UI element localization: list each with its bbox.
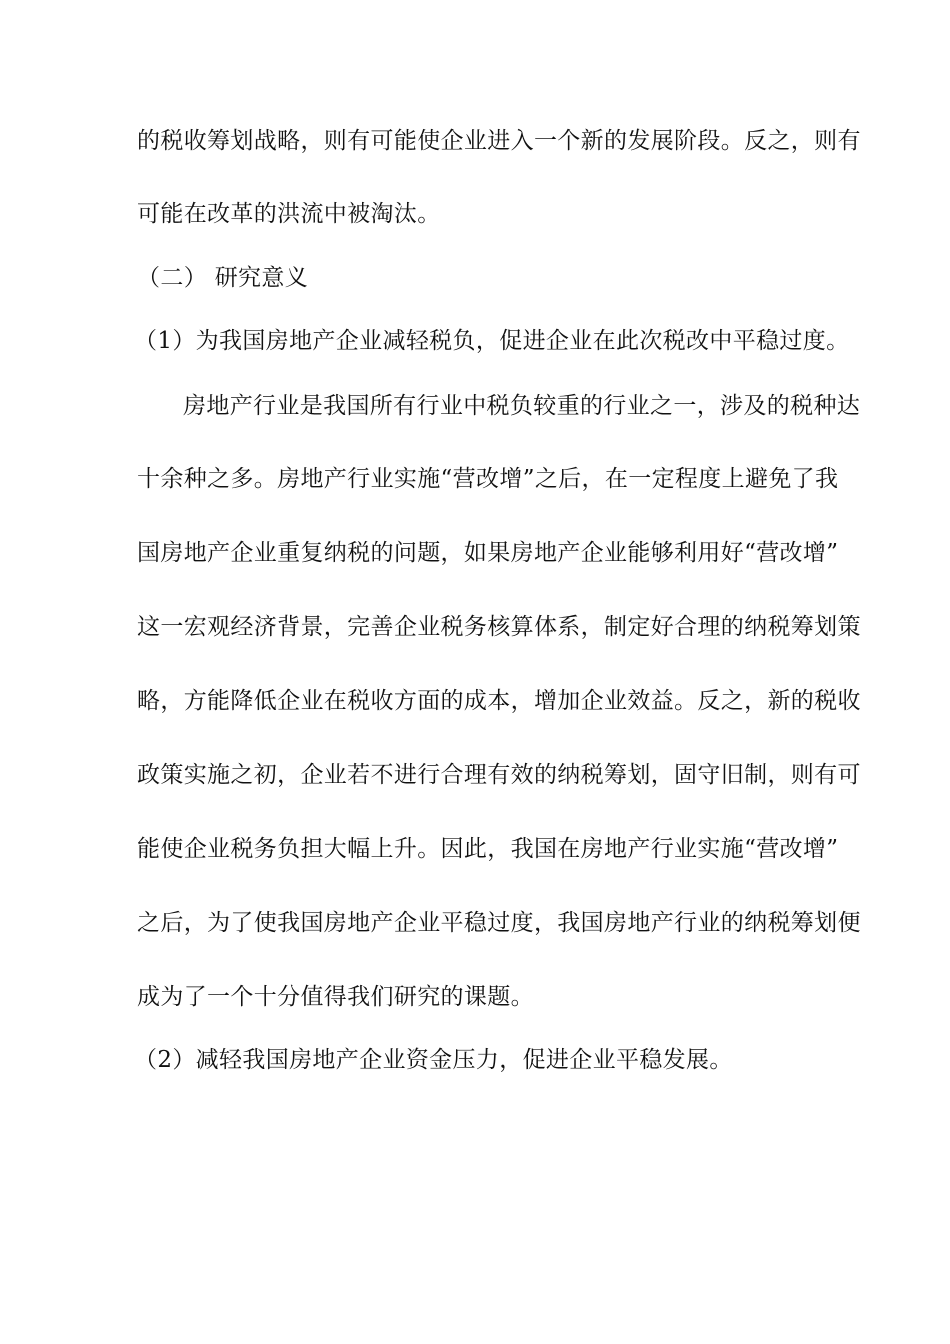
- paragraph-line: 成为了一个十分值得我们研究的课题。: [137, 984, 534, 1010]
- paragraph-line: 的税收筹划战略，则有可能使企业进入一个新的发展阶段。反之，则有: [137, 128, 861, 154]
- list-item-heading-2: （2）减轻我国房地产企业资金压力，促进企业平稳发展。: [134, 1047, 733, 1073]
- paragraph-line: 十余种之多。房地产行业实施“营改增”之后，在一定程度上避免了我: [137, 466, 839, 492]
- paragraph-line: 之后，为了使我国房地产企业平稳过度，我国房地产行业的纳税筹划便: [137, 910, 861, 936]
- paragraph-line: 房地产行业是我国所有行业中税负较重的行业之一，涉及的税种达: [183, 393, 861, 419]
- paragraph-line: 可能在改革的洪流中被淘汰。: [137, 201, 441, 227]
- section-heading: （二） 研究意义: [137, 265, 309, 291]
- paragraph-line: 国房地产企业重复纳税的问题，如果房地产企业能够利用好“营改增”: [137, 540, 839, 566]
- paragraph-line: 略，方能降低企业在税收方面的成本，增加企业效益。反之，新的税收: [137, 688, 861, 714]
- paragraph-line: 政策实施之初，企业若不进行合理有效的纳税筹划，固守旧制，则有可: [137, 762, 861, 788]
- list-item-heading-1: （1）为我国房地产企业减轻税负，促进企业在此次税改中平稳过度。: [134, 328, 850, 354]
- paragraph-line: 能使企业税务负担大幅上升。因此，我国在房地产行业实施“营改增”: [137, 836, 839, 862]
- paragraph-line: 这一宏观经济背景，完善企业税务核算体系，制定好合理的纳税筹划策: [137, 614, 861, 640]
